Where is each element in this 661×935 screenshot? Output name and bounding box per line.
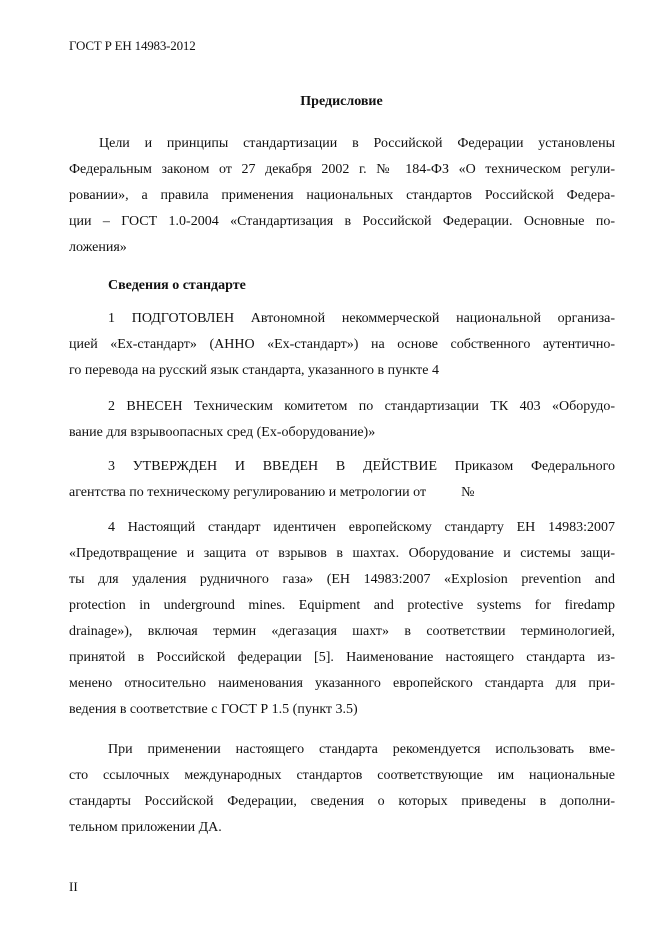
item-4-line: ты для удаления рудничного газа» (EH 14983:2007 «Explosion prevention and [69,572,615,587]
item-4-paragraph [69,515,615,723]
intro-paragraph [69,131,615,261]
intro-line: Цели и принципы стандартизации в Российской Федерации установлены [99,136,615,151]
item-1-line: цией «Ех-стандарт» (АННО «Ех-стандарт») на основе собственного аутентично- [69,337,615,352]
item-3-paragraph [69,454,615,506]
item-4-line: protection in underground mines. Equipment and protective systems for firedamp [69,598,615,613]
final-paragraph [69,737,615,841]
item-4-line: drainage»), включая термин «дегазация шахт» в соответствии терминологией, [69,624,615,639]
item-2-paragraph [69,394,615,446]
item-1-line: го перевода на русский язык стандарта, указанного в пункте 4 [69,363,440,378]
intro-line: ции – ГОСТ 1.0-2004 «Стандартизация в Российской Федерации. Основные по- [69,214,615,229]
item-4-line: 4 Настоящий стандарт идентичен европейскому стандарту ЕН 14983:2007 [108,520,615,535]
item-3-line: 3 УТВЕРЖДЕН И ВВЕДЕН В ДЕЙСТВИЕ Приказом Федерального [108,459,615,474]
item-1-paragraph [69,306,615,384]
final-line: При применении настоящего стандарта рекомендуется использовать вме- [108,742,615,757]
final-line: стандарты Российской Федерации, сведения о которых приведены в дополни- [69,794,615,809]
intro-line: ложения» [69,240,127,255]
item-2-line: 2 ВНЕСЕН Техническим комитетом по стандартизации ТК 403 «Оборудо- [108,399,615,414]
item-1-line: 1 ПОДГОТОВЛЕН Автономной некоммерческой национальной организа- [108,311,615,326]
final-line: сто ссылочных международных стандартов соответствующие им национальные [69,768,615,783]
intro-line: Федеральным законом от 27 декабря 2002 г. № 184-ФЗ «О техническом регули- [69,162,615,177]
final-line: тельном приложении ДА. [69,820,222,835]
section-title: Сведения о стандарте [108,278,246,293]
item-3-line: агентства по техническому регулированию и метрологии от № [69,485,475,500]
item-2-line: вание для взрывоопасных сред (Ех-оборудование)» [69,425,376,440]
item-4-line: принятой в Российской федерации [5]. Наименование настоящего стандарта из- [69,650,615,665]
item-4-line: «Предотвращение и защита от взрывов в шахтах. Оборудование и системы защи- [69,546,615,561]
item-4-line: менено относительно наименования указанного европейского стандарта для при- [69,676,615,691]
item-4-line: ведения в соответствие с ГОСТ Р 1.5 (пункт 3.5) [69,702,358,717]
document-header: ГОСТ Р ЕН 14983-2012 [69,38,196,53]
page-number: II [69,879,78,894]
section-title-block [69,273,615,299]
intro-line: ровании», а правила применения национальных стандартов Российской Федера- [69,188,615,203]
page-title: Предисловие [300,94,383,109]
